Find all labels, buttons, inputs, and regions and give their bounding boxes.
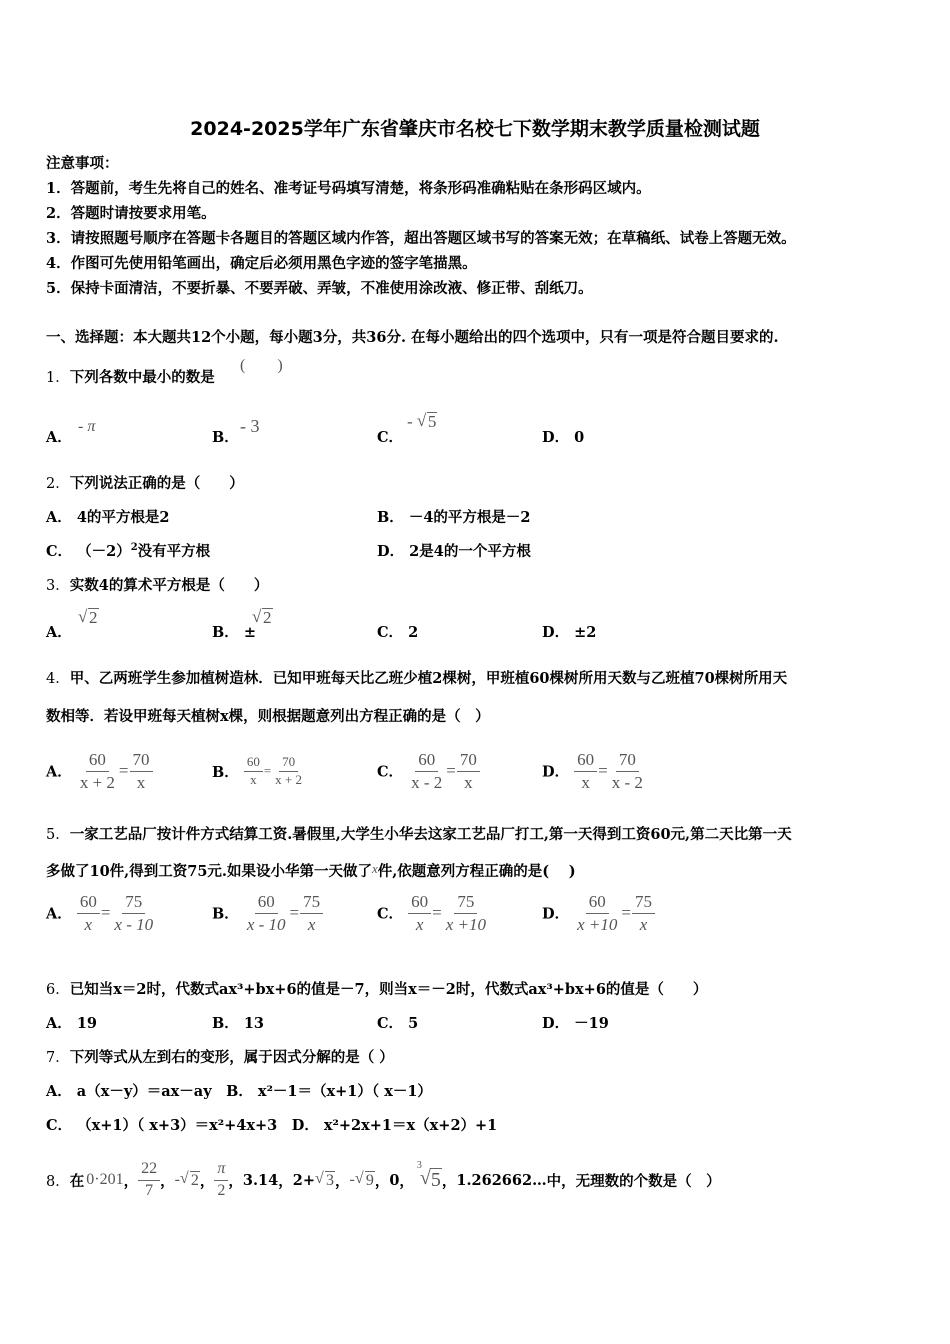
question-4: 4．甲、乙两班学生参加植树造林．已知甲班每天比乙班少植2棵树，甲班植60棵树所用天数与乙班植70棵树所用天 <box>46 670 788 687</box>
sqrt-3: √ 3 <box>314 1169 334 1189</box>
question-8: 8． 在 0·201 ， $\frac{22}{7}$ ， - √ 2 ， $\frac{\pi}{2}$ ， 3.14 ， 2+ √ 3 ， - √ 9 ， 0 ， 3 √ 5 ， 1.262662… 中，无理数的个数是（ ） <box>46 1160 721 1199</box>
sqrt-symbol: √ 5 <box>416 411 437 431</box>
option-d: D． 2是4的一个平方根 <box>377 543 531 560</box>
note-item: 3．请按照题号顺序在答题卡各题目的答题区域内作答，超出答题区域书写的答案无效；在草稿纸、试卷上答题无效。 <box>46 230 796 247</box>
cube-root-5: 3 √ 5 <box>416 1160 441 1191</box>
question-5: 5．一家工艺品厂按计件方式结算工资.暑假里,大学生小华去这家工艺品厂打工,第一天得到工资60元,第二天比第一天 <box>46 826 792 843</box>
option-b[interactable]: B． $\frac{60}{x - 10}$ = $\frac{75}{x}$ <box>212 892 323 934</box>
question-5-line2: 多做了10件,得到工资75元.如果设小华第一天做了x件,依题意列方程正确的是( ) <box>46 861 576 880</box>
option-d: D． 0 <box>542 429 585 446</box>
option-b-math: - 3 <box>240 416 260 436</box>
option-a-math: - π <box>78 418 96 435</box>
options-row-2: C． （x+1）（ x+3）＝x²+4x+3 D． x²+2x+1＝x（x+2）+1 <box>46 1117 498 1134</box>
question-2: 2．下列说法正确的是（ ） <box>46 475 244 492</box>
option-c: C． 5 <box>377 1015 419 1032</box>
fraction-pi-2: $\frac{\pi}{2}$ <box>214 1160 228 1200</box>
question-4-line2: 数相等．若设甲班每天植树x棵，则根据题意列出方程正确的是（ ） <box>46 708 490 725</box>
option-a: A． <box>46 624 72 641</box>
note-item: 2．答题时请按要求用笔。 <box>46 205 216 222</box>
question-1 <box>46 366 215 387</box>
fraction-22-7: $\frac{22}{7}$ <box>138 1160 160 1200</box>
note-item: 5．保持卡面清洁，不要折暴、不要弄破、弄皱，不准使用涂改液、修正带、刮纸刀。 <box>46 280 593 297</box>
option-b-math: √ 2 <box>252 607 272 627</box>
option-c[interactable]: C． $\frac{60}{x}$ = $\frac{75}{x +10}$ <box>377 892 486 934</box>
option-a-math: √ 2 <box>78 607 98 627</box>
page-title: 2024-2025学年广东省肇庆市名校七下数学期末教学质量检测试题 <box>190 118 760 140</box>
answer-paren: ( ) <box>240 357 283 374</box>
option-d[interactable]: D． $\frac{60}{x +10}$ = $\frac{75}{x}$ <box>542 892 655 934</box>
question-text: 下列各数中最小的数是 <box>69 369 215 386</box>
option-c-math: - √ 5 <box>407 411 437 431</box>
option-b[interactable]: B． $\frac{60}{x}$ = $\frac{70}{x + 2}$ <box>212 754 303 787</box>
option-a: A． <box>46 429 72 446</box>
section-heading: 一、选择题：本大题共12个小题，每小题3分，共36分. 在每小题给出的四个选项中，只有一项是符合题目要求的. <box>46 329 779 346</box>
option-b: B． －4的平方根是－2 <box>377 509 531 526</box>
option-d: D． ±2 <box>542 624 597 641</box>
note-item: 4．作图可先使用铅笔画出，确定后必须用黑色字迹的签字笔描黑。 <box>46 255 477 272</box>
option-c[interactable]: C． $\frac{60}{x - 2}$ = $\frac{70}{x}$ <box>377 750 480 792</box>
option-b: B． <box>212 429 239 446</box>
option-c: C． 2 <box>377 624 419 641</box>
option-d[interactable]: D． $\frac{60}{x}$ = $\frac{70}{x - 2}$ <box>542 750 643 792</box>
question-7: 7．下列等式从左到右的变形，属于因式分解的是（ ） <box>46 1049 394 1066</box>
option-a[interactable]: A． $\frac{60}{x}$ = $\frac{75}{x - 10}$ <box>46 892 154 934</box>
question-3: 3．实数4的算术平方根是（ ） <box>46 577 269 594</box>
option-a: A． 19 <box>46 1015 98 1032</box>
sqrt-9: √ 9 <box>354 1169 374 1189</box>
option-d: D． －19 <box>542 1015 609 1032</box>
question-number: 1． <box>46 370 70 386</box>
option-a: A． 4的平方根是2 <box>46 509 170 526</box>
option-b: B． 13 <box>212 1015 265 1032</box>
options-row-1: A． a（x－y）＝ax－ay B． x²－1＝（x+1）（ x－1） <box>46 1083 432 1100</box>
repeating-decimal: 0·201 <box>86 1171 124 1188</box>
option-a[interactable]: A． $\frac{60}{x + 2}$ = $\frac{70}{x}$ <box>46 750 153 792</box>
question-6: 6．已知当x＝2时，代数式ax³+bx+6的值是－7，则当x＝－2时，代数式ax³+bx+6的值是（ ） <box>46 981 708 998</box>
notes-heading: 注意事项： <box>46 155 119 172</box>
option-b: B． ± <box>212 624 256 641</box>
note-item: 1．答题前，考生先将自己的姓名、准考证号码填写清楚，将条形码准确粘贴在条形码区域内。 <box>46 180 651 197</box>
sqrt-2: √ 2 <box>179 1169 199 1189</box>
option-c: C． <box>377 429 404 446</box>
option-c: C． $(-2)^2$没有平方根 <box>46 542 211 560</box>
